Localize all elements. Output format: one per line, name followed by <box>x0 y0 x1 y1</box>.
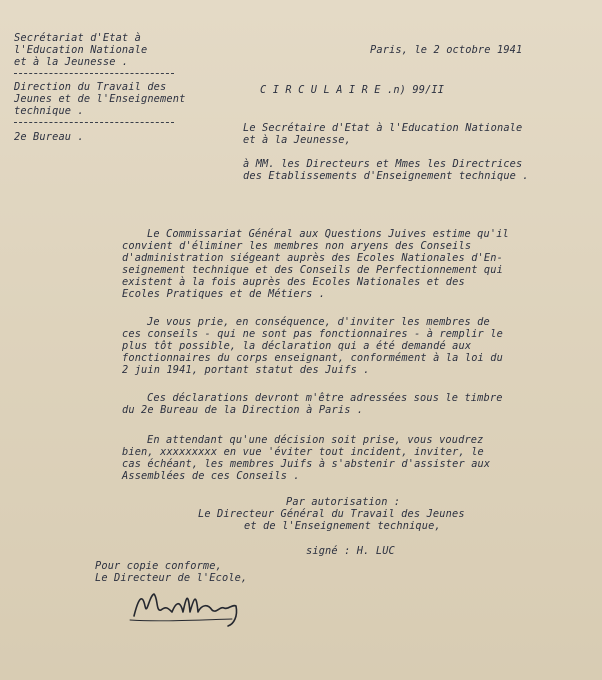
body-p1-line: d'administration siégeant auprès des Ecoles Nationales d'En- <box>122 252 503 264</box>
body-p1-line: existent à la fois auprès des Ecoles Nationales et des <box>122 276 465 288</box>
body-p1-line: Ecoles Pratiques et de Métiers . <box>122 288 326 300</box>
direction-line-3: technique . <box>14 105 84 117</box>
direction-line-1: Direction du Travail des <box>14 81 167 93</box>
ministry-line-1: Secrétariat d'Etat à <box>14 32 141 44</box>
ministry-line-3: et à la Jeunesse . <box>14 56 129 68</box>
header-divider-1 <box>14 73 174 74</box>
copy-conform-line: Pour copie conforme, <box>95 560 222 572</box>
body-p2-line: 2 juin 1941, portant statut des Juifs . <box>122 364 370 376</box>
body-p2-line: plus tôt possible, la déclaration qui a été demandé aux <box>122 340 472 352</box>
body-p1-line: convient d'éliminer les membres non aryens des Conseils <box>122 240 472 252</box>
header-divider-2 <box>14 122 174 123</box>
ministry-line-2: l'Education Nationale <box>14 44 148 56</box>
recipient-line-2: des Etablissements d'Enseignement technique . <box>243 170 529 182</box>
body-p4-line: En attendant qu'une décision soit prise, vous voudrez <box>147 434 484 446</box>
body-p4-line: bien, xxxxxxxxx en vue 'éviter tout incident, inviter, le <box>122 446 484 458</box>
authority-line-3: et de l'Enseignement technique, <box>244 520 441 532</box>
school-director-line: Le Directeur de l'Ecole, <box>95 572 248 584</box>
circular-title: C I R C U L A I R E .n) 99/II <box>260 84 445 96</box>
body-p3-line: Ces déclarations devront m'être adressées sous le timbre <box>147 392 503 404</box>
authority-line-2: Le Directeur Général du Travail des Jeunes <box>198 508 465 520</box>
body-p4-line: cas échéant, les membres Juifs à s'abstenir d'assister aux <box>122 458 491 470</box>
body-p1-line: seignement technique et des Conseils de Perfectionnement qui <box>122 264 503 276</box>
bureau-label: 2e Bureau . <box>14 131 84 143</box>
sender-line-1: Le Secrétaire d'Etat à l'Education Nationale <box>243 122 523 134</box>
body-p2-line: Je vous prie, en conséquence, d'inviter les membres de <box>147 316 490 328</box>
body-p2-line: fonctionnaires du corps enseignant, conformément à la loi du <box>122 352 503 364</box>
body-p3-line: du 2e Bureau de la Direction à Paris . <box>122 404 364 416</box>
body-p4-line: Assemblées de ces Conseils . <box>122 470 300 482</box>
recipient-line-1: à MM. les Directeurs et Mmes les Directrices <box>243 158 523 170</box>
authority-line-1: Par autorisation : <box>286 496 401 508</box>
sender-line-2: et à la Jeunesse, <box>243 134 351 146</box>
direction-line-2: Jeunes et de l'Enseignement <box>14 93 186 105</box>
handwritten-signature <box>128 586 268 628</box>
body-p2-line: ces conseils - qui ne sont pas fonctionnaires - à remplir le <box>122 328 503 340</box>
body-p1-line: Le Commissariat Général aux Questions Juives estime qu'il <box>147 228 509 240</box>
date-line: Paris, le 2 octobre 1941 <box>370 44 523 56</box>
signed-line: signé : H. LUC <box>306 545 395 557</box>
